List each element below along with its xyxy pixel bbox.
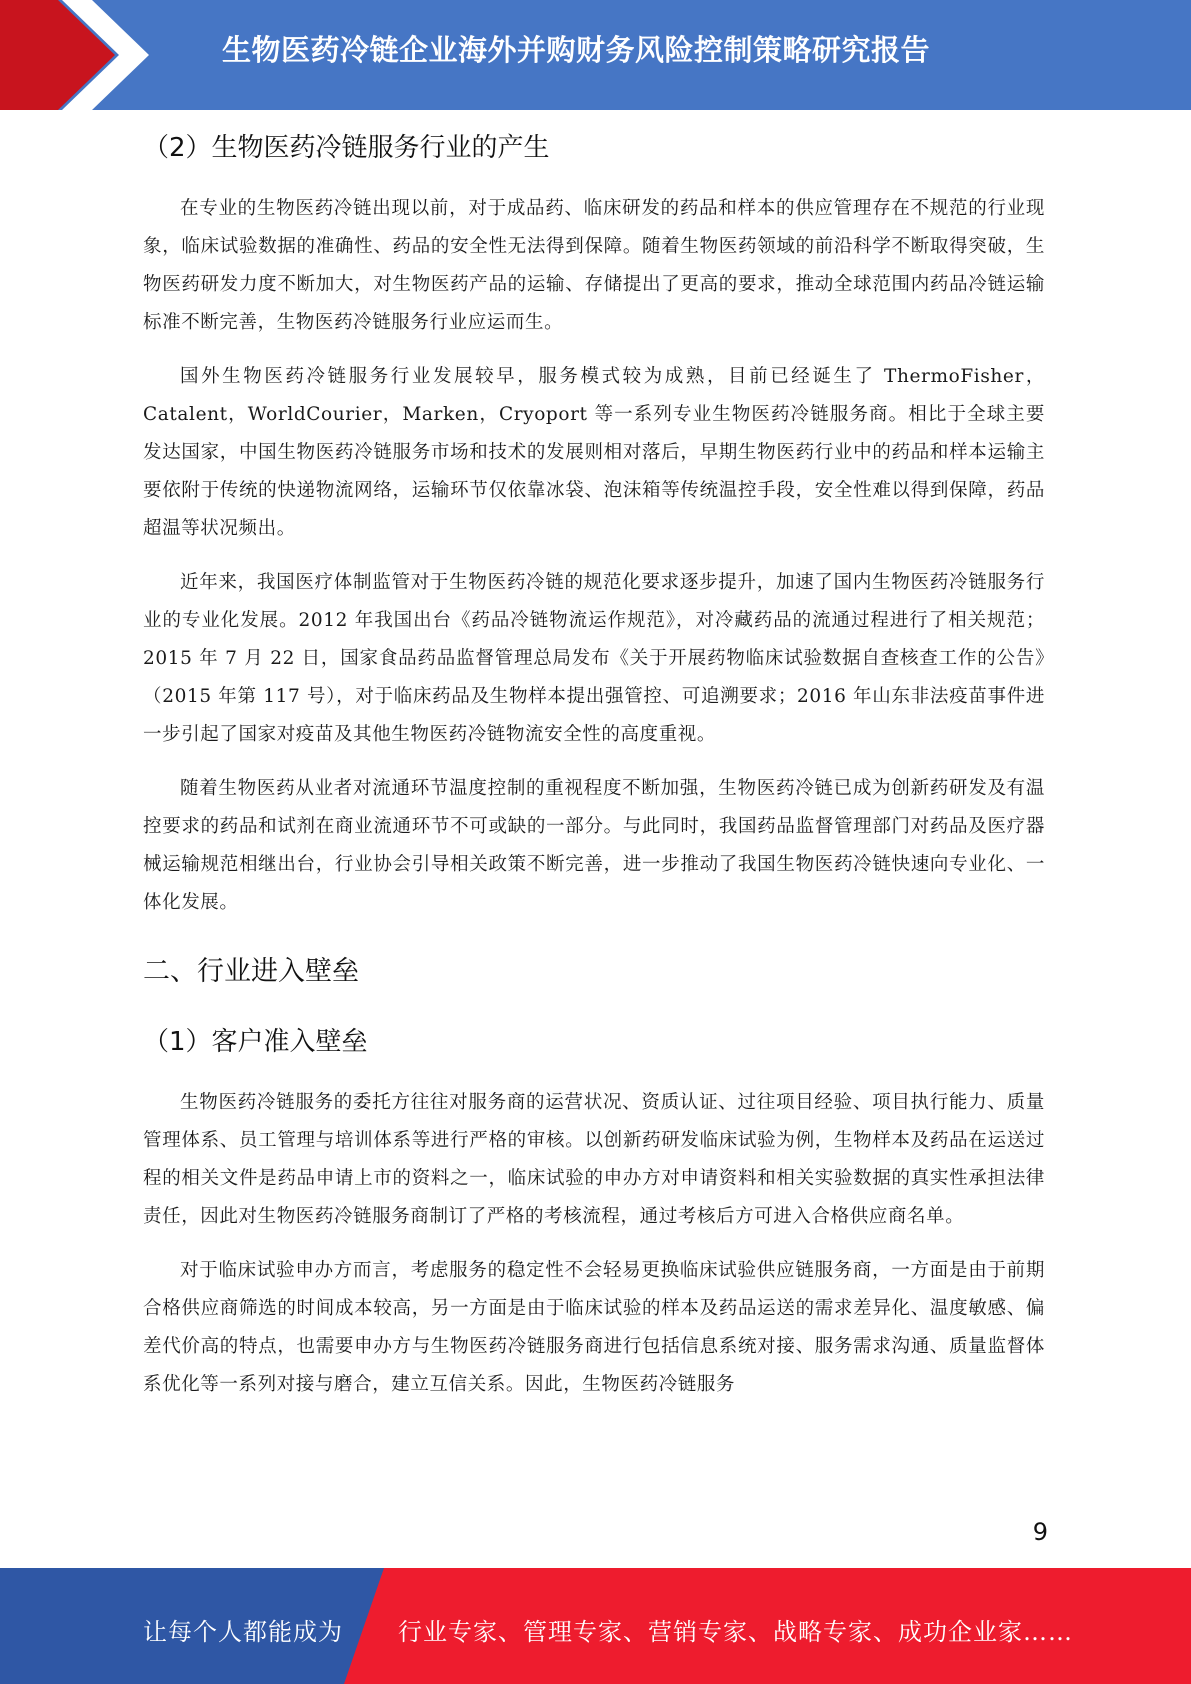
- paragraph: 在专业的生物医药冷链出现以前，对于成品药、临床研发的药品和样本的供应管理存在不规范的行业现象，临床试验数据的准确性、药品的安全性无法得到保障。随着生物医药领域的前沿科学不断取得突破，生物医药研发力度不断加大，对生物医药产品的运输、存储提出了更高的要求，推动全球范围内药品冷链运输标准不断完善，生物医药冷链服务行业应运而生。: [143, 198, 1045, 333]
- section-heading: 二、行业进入壁垒: [143, 956, 359, 987]
- page-number: 9: [1032, 1518, 1048, 1546]
- paragraph: 随着生物医药从业者对流通环节温度控制的重视程度不断加强，生物医药冷链已成为创新药研发及有温控要求的药品和试剂在商业流通环节不可或缺的一部分。与此同时，我国药品监督管理部门对药品及医疗器械运输规范相继出台，行业协会引导相关政策不断完善，进一步推动了我国生物医药冷链快速向专业化、一体化发展。: [143, 778, 1045, 913]
- paragraph: 生物医药冷链服务的委托方往往对服务商的运营状况、资质认证、过往项目经验、项目执行能力、质量管理体系、员工管理与培训体系等进行严格的审核。以创新药研发临床试验为例，生物样本及药品在运送过程的相关文件是药品申请上市的资料之一，临床试验的申办方对申请资料和相关实验数据的真实性承担法律责任，因此对生物医药冷链服务商制订了严格的考核流程，通过考核后方可进入合格供应商名单。: [143, 1092, 1045, 1227]
- subsection-heading-2: （2）生物医药冷链服务行业的产生: [143, 133, 550, 163]
- paragraph: 国外生物医药冷链服务行业发展较早，服务模式较为成熟，目前已经诞生了 ThermoFisher，Catalent，WorldCourier，Marken，Cryoport 等一系列专业生物医药冷链服务商。相比于全球主要发达国家，中国生物医药冷链服务市场和技术的发展则相对落后，早期生物医药行业中的药品和样本运输主要依附于传统的快递物流网络，运输环节仅依靠冰袋、泡沫箱等传统温控手段，安全性难以得到保障，药品超温等状况频出。: [143, 366, 1045, 539]
- footer-slogan-right: 行业专家、管理专家、营销专家、战略专家、成功企业家……: [398, 1618, 1073, 1646]
- subsection-heading-1: （1）客户准入壁垒: [143, 1027, 368, 1057]
- report-title: 生物医药冷链企业海外并购财务风险控制策略研究报告: [222, 33, 931, 67]
- header-band: [0, 0, 1191, 110]
- paragraph: 近年来，我国医疗体制监管对于生物医药冷链的规范化要求逐步提升，加速了国内生物医药冷链服务行业的专业化发展。2012 年我国出台《药品冷链物流运作规范》，对冷藏药品的流通过程进行了相关规范；2015 年 7 月 22 日，国家食品药品监督管理总局发布《关于开展药物临床试验数据自查核查工作的公告》（2015 年第 117 号），对于临床药品及生物样本提出强管控、可追溯要求；2016 年山东非法疫苗事件进一步引起了国家对疫苗及其他生物医药冷链物流安全性的高度重视。: [143, 572, 1045, 745]
- footer-slogan-left: 让每个人都能成为: [143, 1618, 343, 1646]
- footer-band: [0, 1568, 1191, 1684]
- page-content: [143, 128, 1045, 1404]
- paragraph: 对于临床试验申办方而言，考虑服务的稳定性不会轻易更换临床试验供应链服务商，一方面是由于前期合格供应商筛选的时间成本较高，另一方面是由于临床试验的样本及药品运送的需求差异化、温度敏感、偏差代价高的特点，也需要申办方与生物医药冷链服务商进行包括信息系统对接、服务需求沟通、质量监督体系优化等一系列对接与磨合，建立互信关系。因此，生物医药冷链服务: [143, 1260, 1045, 1395]
